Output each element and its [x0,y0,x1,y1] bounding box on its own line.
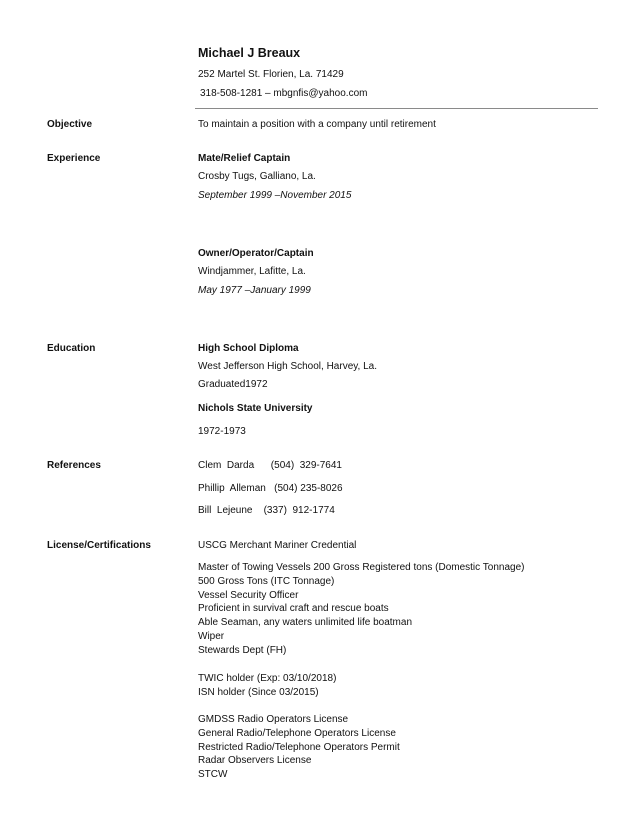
objective-text: To maintain a position with a company until retirement [198,119,436,130]
license-group-2 [198,672,336,700]
license-item: STCW [198,769,228,781]
job-company: Crosby Tugs, Galliano, La. [198,171,316,182]
job-title: Owner/Operator/Captain [198,248,314,259]
license-item: ISN holder (Since 03/2015) [198,686,319,698]
education-detail: Graduated1972 [198,379,268,390]
license-item: TWIC holder (Exp: 03/10/2018) [198,673,337,684]
job-title: Mate/Relief Captain [198,153,291,164]
objective-label: Objective [47,119,93,130]
education-title: Nichols State University [198,403,313,414]
licenses-label: License/Certifications [47,540,151,551]
license-item: Radar Observers License [198,755,312,767]
address: 252 Martel St. Florien, La. 71429 [198,69,344,80]
education-label: Education [47,343,96,354]
contact-line: 318-508-1281 – mbgnfis@yahoo.com [200,88,368,99]
license-item: Wiper [198,630,225,642]
license-item: GMDSS Radio Operators License [198,714,349,725]
job-company: Windjammer, Lafitte, La. [198,266,306,277]
license-group-1 [198,561,524,658]
header-divider [195,108,598,109]
license-item: Vessel Security Officer [198,589,299,601]
reference-item: Bill Lejeune (337) 912-1774 [198,505,335,516]
applicant-name: Michael J Breaux [198,46,301,60]
license-item: USCG Merchant Mariner Credential [198,540,357,551]
reference-item: Phillip Alleman (504) 235-8026 [198,483,343,494]
education-detail: 1972-1973 [198,426,246,437]
job-dates: May 1977 –January 1999 [198,285,311,296]
education-school: West Jefferson High School, Harvey, La. [198,361,377,372]
license-item: Able Seaman, any waters unlimited life boatman [198,617,413,629]
license-item: Master of Towing Vessels 200 Gross Registered tons (Domestic Tonnage) [198,562,525,573]
license-item: General Radio/Telephone Operators License [198,727,396,739]
license-item: 500 Gross Tons (ITC Tonnage) [198,575,335,587]
license-item: Restricted Radio/Telephone Operators Permit [198,741,400,753]
license-group-3 [198,713,400,782]
job-dates: September 1999 –November 2015 [198,190,352,201]
experience-label: Experience [47,153,101,164]
license-item: Stewards Dept (FH) [198,644,287,656]
reference-item: Clem Darda (504) 329-7641 [198,460,342,471]
references-label: References [47,460,101,471]
license-item: Proficient in survival craft and rescue boats [198,603,389,615]
education-title: High School Diploma [198,343,299,354]
